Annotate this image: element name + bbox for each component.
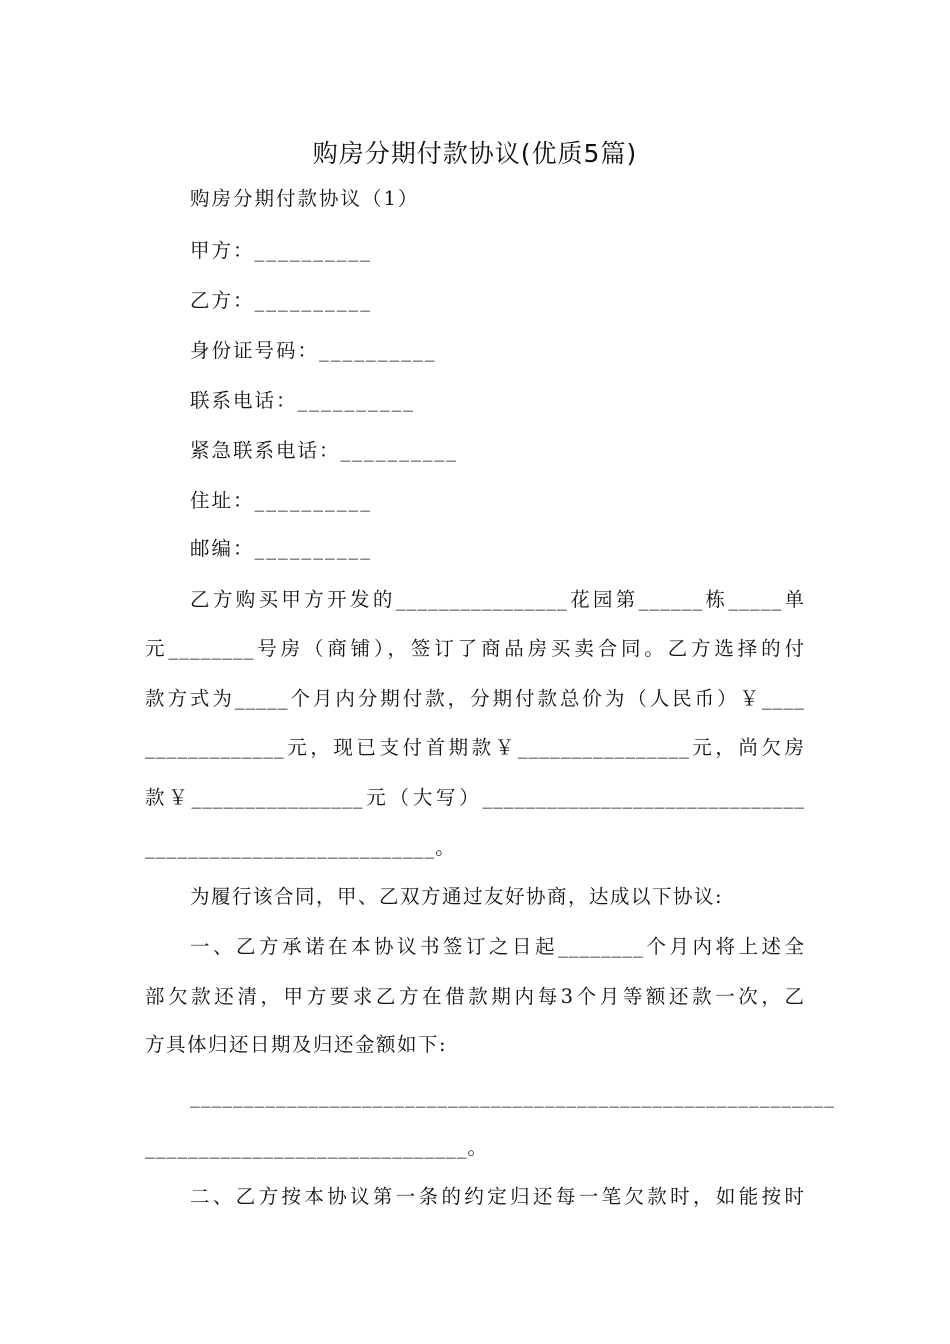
clause-one-line: 方具体归还日期及归还金额如下:	[145, 1033, 448, 1056]
field-emergency-phone: 紧急联系电话：__________	[190, 439, 459, 462]
clause-two-line: 二、乙方按本协议第一条的约定归还每一笔欠款时，如能按时	[190, 1185, 805, 1208]
paragraph-intro: 为履行该合同，甲、乙双方通过友好协商，达成以下协议:	[190, 885, 724, 908]
field-postcode: 邮编：__________	[190, 537, 373, 560]
agreement-subtitle: 购房分期付款协议（1）	[190, 187, 420, 210]
field-party-a: 甲方：__________	[190, 239, 373, 262]
repayment-blank-line: ______________________________。	[145, 1136, 488, 1159]
clause-one-line: 部欠款还清，甲方要求乙方在借款期内每3个月等额还款一次，乙	[145, 985, 805, 1008]
paragraph-purchase-line: 元________号房（商铺），签订了商品房买卖合同。乙方选择的付	[145, 637, 805, 660]
repayment-blank-line: ____________________________________________________________	[190, 1085, 835, 1108]
document-title: 购房分期付款协议(优质5篇)	[312, 139, 638, 168]
paragraph-purchase-line: ___________________________。	[145, 836, 456, 859]
field-phone: 联系电话：__________	[190, 389, 416, 412]
field-address: 住址：__________	[190, 489, 373, 512]
field-party-b: 乙方：__________	[190, 289, 373, 312]
paragraph-purchase-line: 款方式为_____个月内分期付款，分期付款总价为（人民币）￥____	[145, 687, 805, 710]
paragraph-purchase-line: 款￥________________元（大写）______________________________	[145, 786, 805, 809]
paragraph-purchase-line: 乙方购买甲方开发的________________花园第______栋_____单	[190, 588, 805, 611]
field-id-number: 身份证号码：__________	[190, 339, 437, 362]
clause-one-line: 一、乙方承诺在本协议书签订之日起________个月内将上述全	[190, 935, 805, 958]
paragraph-purchase-line: _____________元，现已支付首期款￥________________元，尚欠房	[145, 736, 805, 759]
